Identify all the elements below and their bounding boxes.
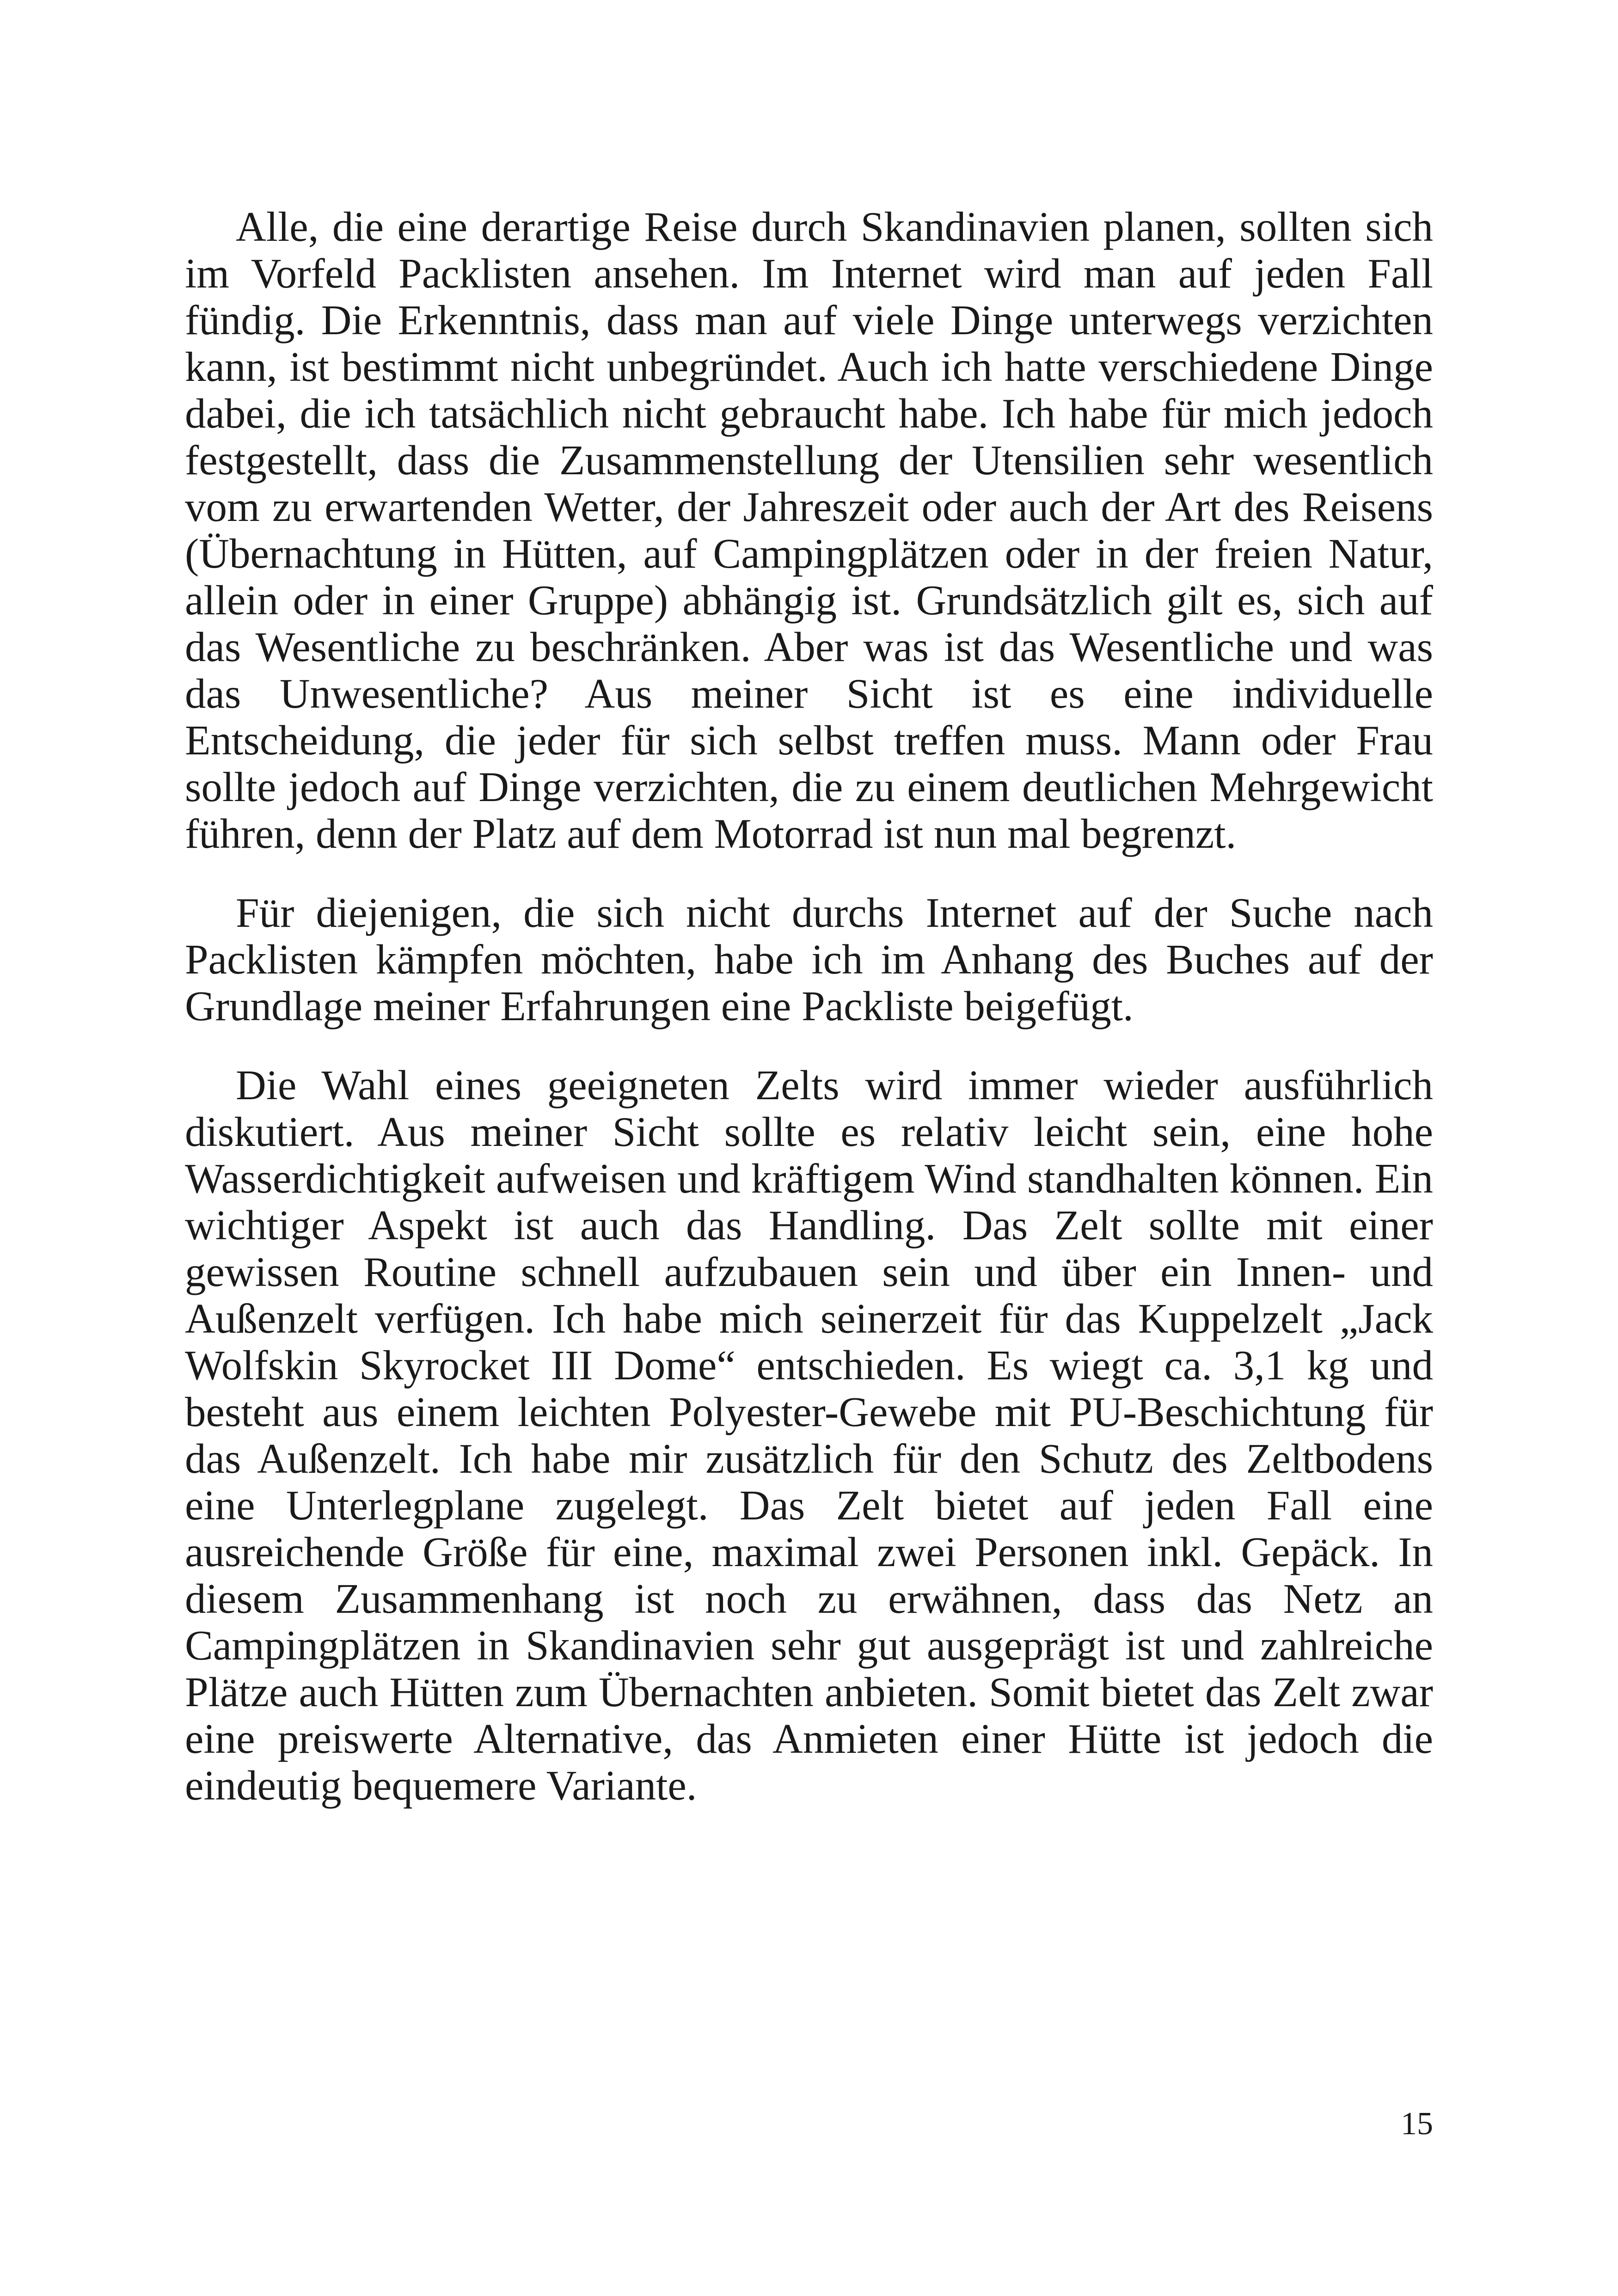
paragraph-packing-lists: Alle, die eine derartige Reise durch Skandinavien planen, sollten sich im Vorfeld Packlisten ansehen. Im Internet wird man auf jeden Fall fündig. Die Erkenntnis, dass man auf viele Dinge unterwegs verzichten kann, ist bestimmt nicht unbegründet. Auch ich hatte verschiedene Dinge dabei, die ich tatsächlich nicht gebraucht habe. Ich habe für mich jedoch festgestellt, dass die Zusammenstellung der Utensilien sehr wesentlich vom zu erwartenden Wetter, der Jahreszeit oder auch der Art des Reisens (Übernachtung in Hütten, auf Campingplätzen oder in der freien Natur, allein oder in einer Gruppe) abhängig ist. Grundsätzlich gilt es, sich auf das Wesentliche zu beschränken. Aber was ist das Wesentliche und was das Unwesentliche? Aus meiner Sicht ist es eine individuelle Entscheidung, die jeder für sich selbst treffen muss. Mann oder Frau sollte jedoch auf Dinge verzichten, die zu einem deutlichen Mehrgewicht führen, denn der Platz auf dem Motorrad ist nun mal begrenzt. [185, 203, 1433, 857]
paragraph-appendix-note: Für diejenigen, die sich nicht durchs Internet auf der Suche nach Packlisten kämpfen möchten, habe ich im Anhang des Buches auf der Grundlage meiner Erfahrungen eine Packliste beigefügt. [185, 889, 1433, 1029]
page-number: 15 [1401, 2106, 1433, 2142]
paragraph-tent-choice: Die Wahl eines geeigneten Zelts wird immer wieder ausführlich diskutiert. Aus meiner Sicht sollte es relativ leicht sein, eine hohe Wasserdichtigkeit aufweisen und kräftigem Wind standhalten können. Ein wichtiger Aspekt ist auch das Handling. Das Zelt sollte mit einer gewissen Routine schnell aufzubauen sein und über ein Innen- und Außenzelt verfügen. Ich habe mich seinerzeit für das Kuppelzelt „Jack Wolfskin Skyrocket III Dome“ entschieden. Es wiegt ca. 3,1 kg und besteht aus einem leichten Polyester-Gewebe mit PU-Beschichtung für das Außenzelt. Ich habe mir zusätzlich für den Schutz des Zeltbodens eine Unterlegplane zugelegt. Das Zelt bietet auf jeden Fall eine ausreichende Größe für eine, maximal zwei Personen inkl. Gepäck. In diesem Zusammenhang ist noch zu erwähnen, dass das Netz an Campingplätzen in Skandinavien sehr gut ausgeprägt ist und zahlreiche Plätze auch Hütten zum Übernachten anbieten. Somit bietet das Zelt zwar eine preiswerte Alternative, das Anmieten einer Hütte ist jedoch die eindeutig bequemere Variante. [185, 1062, 1433, 1809]
body-text [185, 203, 1433, 1841]
